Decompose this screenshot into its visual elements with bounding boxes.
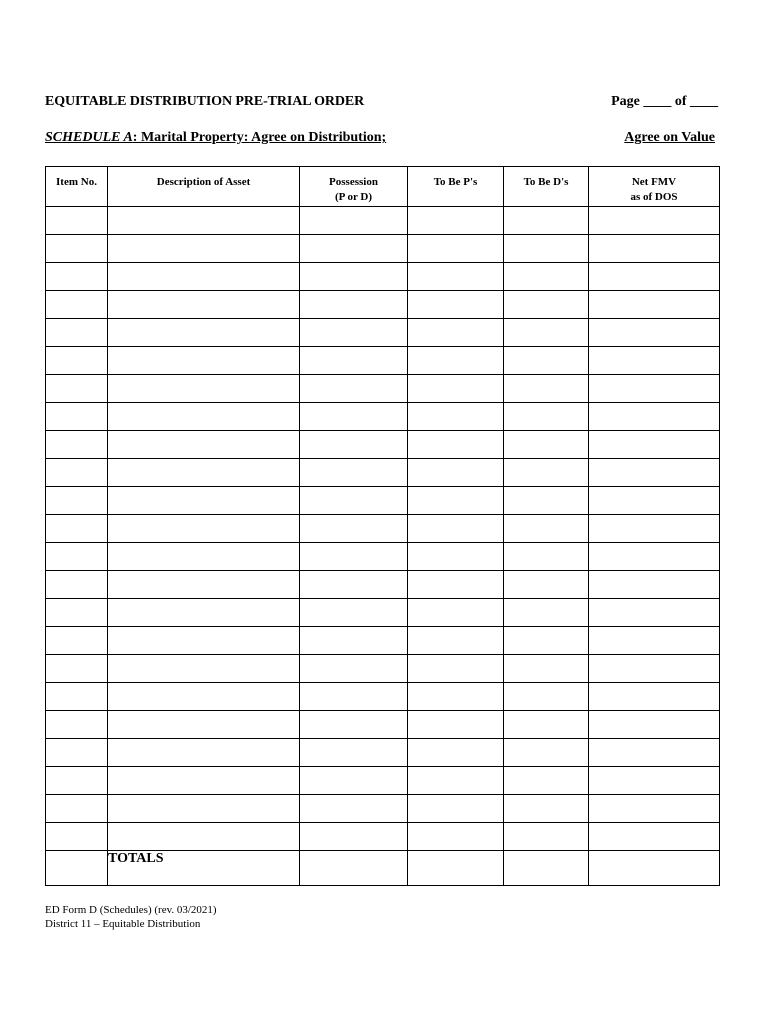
totals-net-fmv-cell[interactable] — [589, 851, 720, 886]
net-fmv-cell[interactable] — [589, 683, 720, 711]
column-header-label: Possession — [329, 176, 378, 188]
description-cell[interactable] — [108, 655, 300, 683]
net-fmv-cell[interactable] — [589, 823, 720, 851]
item-no-cell[interactable] — [46, 347, 108, 375]
net-fmv-cell[interactable] — [589, 627, 720, 655]
to-be-p-cell[interactable] — [408, 683, 504, 711]
to-be-d-cell[interactable] — [504, 375, 589, 403]
item-no-cell[interactable] — [46, 571, 108, 599]
table-body — [46, 207, 720, 886]
to-be-d-cell[interactable] — [504, 235, 589, 263]
net-fmv-cell[interactable] — [589, 795, 720, 823]
description-cell[interactable] — [108, 347, 300, 375]
table-row — [46, 207, 720, 235]
form-title: EQUITABLE DISTRIBUTION PRE-TRIAL ORDER — [45, 94, 365, 109]
footer-form-id: ED Form D (Schedules) (rev. 03/2021) — [45, 904, 217, 916]
possession-cell[interactable] — [300, 403, 408, 431]
description-cell[interactable] — [108, 207, 300, 235]
net-fmv-cell[interactable] — [589, 571, 720, 599]
description-cell[interactable] — [108, 319, 300, 347]
item-no-cell[interactable] — [46, 543, 108, 571]
to-be-d-cell[interactable] — [504, 487, 589, 515]
possession-cell[interactable] — [300, 599, 408, 627]
to-be-d-cell[interactable] — [504, 515, 589, 543]
possession-cell[interactable] — [300, 571, 408, 599]
net-fmv-cell[interactable] — [589, 291, 720, 319]
schedule-table — [45, 166, 720, 886]
net-fmv-cell[interactable] — [589, 235, 720, 263]
to-be-p-cell[interactable] — [408, 487, 504, 515]
item-no-cell[interactable] — [46, 403, 108, 431]
table-row — [46, 655, 720, 683]
description-cell[interactable] — [108, 431, 300, 459]
net-fmv-cell[interactable] — [589, 515, 720, 543]
description-cell[interactable] — [108, 739, 300, 767]
item-no-cell[interactable] — [46, 795, 108, 823]
description-cell[interactable] — [108, 487, 300, 515]
to-be-d-cell[interactable] — [504, 543, 589, 571]
to-be-p-cell[interactable] — [408, 459, 504, 487]
item-no-cell[interactable] — [46, 515, 108, 543]
table-row — [46, 739, 720, 767]
totals-row — [46, 851, 720, 886]
to-be-p-cell[interactable] — [408, 403, 504, 431]
to-be-d-cell[interactable] — [504, 711, 589, 739]
net-fmv-cell[interactable] — [589, 347, 720, 375]
possession-cell[interactable] — [300, 291, 408, 319]
to-be-p-cell[interactable] — [408, 515, 504, 543]
to-be-d-cell[interactable] — [504, 683, 589, 711]
to-be-d-cell[interactable] — [504, 347, 589, 375]
to-be-d-cell[interactable] — [504, 291, 589, 319]
to-be-p-cell[interactable] — [408, 263, 504, 291]
column-header-label: To Be P's — [433, 176, 478, 188]
to-be-d-cell[interactable] — [504, 571, 589, 599]
to-be-p-cell[interactable] — [408, 795, 504, 823]
column-header-label: Description of Asset — [156, 176, 251, 188]
description-cell[interactable] — [108, 403, 300, 431]
schedule-description: : Marital Property: Agree on Distribution; — [132, 130, 387, 145]
table-row — [46, 347, 720, 375]
possession-cell[interactable] — [300, 319, 408, 347]
net-fmv-cell[interactable] — [589, 375, 720, 403]
to-be-p-cell[interactable] — [408, 599, 504, 627]
totals-to-be-p-cell[interactable] — [408, 851, 504, 886]
net-fmv-cell[interactable] — [589, 599, 720, 627]
description-cell[interactable] — [108, 291, 300, 319]
possession-cell[interactable] — [300, 515, 408, 543]
table-row — [46, 627, 720, 655]
to-be-d-cell[interactable] — [504, 823, 589, 851]
net-fmv-cell[interactable] — [589, 263, 720, 291]
possession-cell[interactable] — [300, 487, 408, 515]
to-be-p-cell[interactable] — [408, 739, 504, 767]
column-header-label: To Be D's — [523, 176, 569, 188]
possession-cell[interactable] — [300, 683, 408, 711]
totals-to-be-d-cell[interactable] — [504, 851, 589, 886]
net-fmv-cell[interactable] — [589, 767, 720, 795]
item-no-cell[interactable] — [46, 655, 108, 683]
description-cell[interactable] — [108, 627, 300, 655]
item-no-cell[interactable] — [46, 599, 108, 627]
possession-cell[interactable] — [300, 795, 408, 823]
column-header-to-be-p — [408, 167, 504, 207]
possession-cell[interactable] — [300, 459, 408, 487]
description-cell[interactable] — [108, 543, 300, 571]
to-be-p-cell[interactable] — [408, 571, 504, 599]
column-header-item-no — [46, 167, 108, 207]
to-be-p-cell[interactable] — [408, 823, 504, 851]
net-fmv-cell[interactable] — [589, 403, 720, 431]
totals-possession-cell[interactable] — [300, 851, 408, 886]
to-be-p-cell[interactable] — [408, 319, 504, 347]
to-be-p-cell[interactable] — [408, 627, 504, 655]
footer-district: District 11 – Equitable Distribution — [45, 918, 201, 930]
description-cell[interactable] — [108, 235, 300, 263]
item-no-cell[interactable] — [46, 263, 108, 291]
schedule-heading — [45, 130, 386, 146]
agree-on-value-heading: Agree on Value — [624, 130, 715, 145]
table-row — [46, 459, 720, 487]
net-fmv-cell[interactable] — [589, 711, 720, 739]
item-no-cell[interactable] — [46, 431, 108, 459]
to-be-d-cell[interactable] — [504, 403, 589, 431]
possession-cell[interactable] — [300, 375, 408, 403]
description-cell[interactable] — [108, 795, 300, 823]
net-fmv-cell[interactable] — [589, 459, 720, 487]
column-header-net-fmv — [589, 167, 720, 207]
net-fmv-cell[interactable] — [589, 431, 720, 459]
to-be-d-cell[interactable] — [504, 599, 589, 627]
table-row — [46, 291, 720, 319]
totals-item-cell[interactable] — [46, 851, 108, 886]
possession-cell[interactable] — [300, 235, 408, 263]
item-no-cell[interactable] — [46, 627, 108, 655]
description-cell[interactable] — [108, 263, 300, 291]
table-row — [46, 319, 720, 347]
column-header-sublabel: as of DOS — [630, 191, 678, 203]
possession-cell[interactable] — [300, 543, 408, 571]
to-be-p-cell[interactable] — [408, 375, 504, 403]
column-header-label: Net FMV — [631, 176, 677, 188]
possession-cell[interactable] — [300, 627, 408, 655]
table-header-row — [46, 167, 720, 207]
to-be-d-cell[interactable] — [504, 207, 589, 235]
column-header-label: Item No. — [56, 176, 97, 188]
possession-cell[interactable] — [300, 347, 408, 375]
description-cell[interactable] — [108, 767, 300, 795]
table-row — [46, 515, 720, 543]
possession-cell[interactable] — [300, 739, 408, 767]
table-row — [46, 431, 720, 459]
to-be-d-cell[interactable] — [504, 627, 589, 655]
item-no-cell[interactable] — [46, 823, 108, 851]
net-fmv-cell[interactable] — [589, 207, 720, 235]
net-fmv-cell[interactable] — [589, 319, 720, 347]
description-cell[interactable] — [108, 823, 300, 851]
table-row — [46, 823, 720, 851]
possession-cell[interactable] — [300, 711, 408, 739]
to-be-p-cell[interactable] — [408, 711, 504, 739]
column-header-to-be-d — [504, 167, 589, 207]
net-fmv-cell[interactable] — [589, 487, 720, 515]
page-number-field: Page ____ of ____ — [611, 94, 718, 109]
to-be-p-cell[interactable] — [408, 235, 504, 263]
table-row — [46, 487, 720, 515]
table-row — [46, 711, 720, 739]
item-no-cell[interactable] — [46, 319, 108, 347]
description-cell[interactable] — [108, 683, 300, 711]
item-no-cell[interactable] — [46, 235, 108, 263]
to-be-p-cell[interactable] — [408, 543, 504, 571]
possession-cell[interactable] — [300, 431, 408, 459]
item-no-cell[interactable] — [46, 487, 108, 515]
schedule-label: SCHEDULE A — [45, 130, 133, 145]
table-row — [46, 263, 720, 291]
item-no-cell[interactable] — [46, 459, 108, 487]
possession-cell[interactable] — [300, 263, 408, 291]
table-row — [46, 767, 720, 795]
description-cell[interactable] — [108, 571, 300, 599]
net-fmv-cell[interactable] — [589, 655, 720, 683]
possession-cell[interactable] — [300, 767, 408, 795]
table-row — [46, 599, 720, 627]
to-be-d-cell[interactable] — [504, 459, 589, 487]
column-header-sublabel: (P or D) — [334, 191, 373, 203]
to-be-d-cell[interactable] — [504, 655, 589, 683]
possession-cell[interactable] — [300, 655, 408, 683]
totals-label: TOTALS — [108, 851, 300, 886]
column-header-description — [108, 167, 300, 207]
footer — [45, 903, 217, 931]
to-be-d-cell[interactable] — [504, 739, 589, 767]
item-no-cell[interactable] — [46, 739, 108, 767]
to-be-p-cell[interactable] — [408, 291, 504, 319]
to-be-p-cell[interactable] — [408, 767, 504, 795]
description-cell[interactable] — [108, 599, 300, 627]
possession-cell[interactable] — [300, 823, 408, 851]
to-be-d-cell[interactable] — [504, 767, 589, 795]
item-no-cell[interactable] — [46, 291, 108, 319]
to-be-d-cell[interactable] — [504, 795, 589, 823]
description-cell[interactable] — [108, 515, 300, 543]
table-row — [46, 543, 720, 571]
table-row — [46, 403, 720, 431]
description-cell[interactable] — [108, 459, 300, 487]
table-row — [46, 683, 720, 711]
table-row — [46, 235, 720, 263]
net-fmv-cell[interactable] — [589, 739, 720, 767]
to-be-d-cell[interactable] — [504, 263, 589, 291]
item-no-cell[interactable] — [46, 207, 108, 235]
to-be-p-cell[interactable] — [408, 207, 504, 235]
table-row — [46, 375, 720, 403]
item-no-cell[interactable] — [46, 683, 108, 711]
possession-cell[interactable] — [300, 207, 408, 235]
to-be-p-cell[interactable] — [408, 655, 504, 683]
item-no-cell[interactable] — [46, 375, 108, 403]
description-cell[interactable] — [108, 375, 300, 403]
column-header-possession — [300, 167, 408, 207]
description-cell[interactable] — [108, 711, 300, 739]
net-fmv-cell[interactable] — [589, 543, 720, 571]
item-no-cell[interactable] — [46, 767, 108, 795]
to-be-p-cell[interactable] — [408, 431, 504, 459]
item-no-cell[interactable] — [46, 711, 108, 739]
to-be-p-cell[interactable] — [408, 347, 504, 375]
to-be-d-cell[interactable] — [504, 319, 589, 347]
to-be-d-cell[interactable] — [504, 431, 589, 459]
table-row — [46, 571, 720, 599]
table-row — [46, 795, 720, 823]
